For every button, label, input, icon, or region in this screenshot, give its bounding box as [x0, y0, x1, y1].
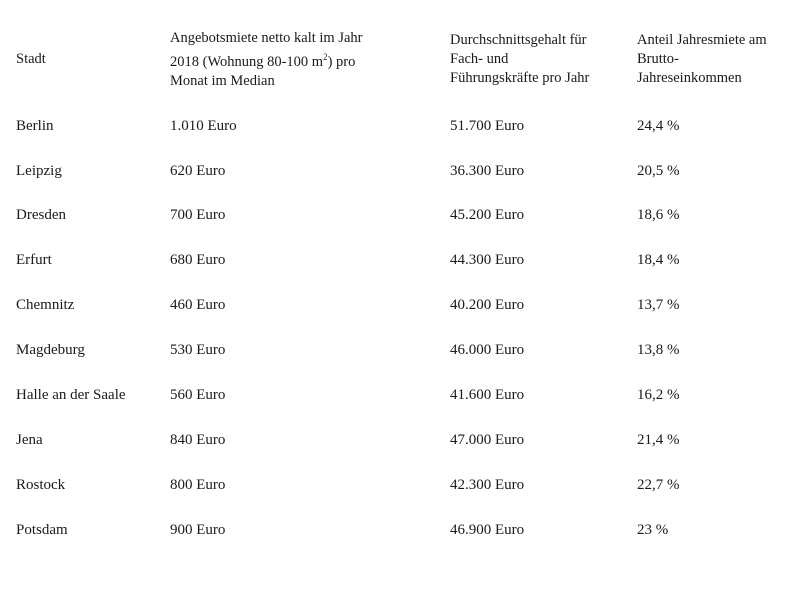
cell-rent: 700 Euro — [170, 207, 226, 223]
cell-rent: 530 Euro — [170, 342, 226, 358]
header-rent-line-2: 2018 (Wohnung 80-100 $m^2$) pro — [170, 52, 356, 70]
header-salary-line-1: Durchschnittsgehalt für — [450, 32, 587, 48]
header-salary-line-3: Führungskräfte pro Jahr — [450, 70, 590, 86]
cell-rent: 620 Euro — [170, 163, 226, 179]
cell-salary: 45.200 Euro — [450, 207, 525, 223]
cell-rent: 840 Euro — [170, 432, 226, 448]
cell-city: Magdeburg — [16, 342, 85, 358]
cell-city: Jena — [16, 432, 43, 448]
cell-share: 16,2 % — [637, 387, 680, 403]
header-salary-line-2: Fach- und — [450, 51, 509, 67]
cell-salary: 41.600 Euro — [450, 387, 525, 403]
cell-city: Chemnitz — [16, 297, 75, 313]
cell-share: 23 % — [637, 522, 669, 538]
cell-rent: 560 Euro — [170, 387, 226, 403]
header-rent-line-3: Monat im Median — [170, 73, 275, 89]
cell-share: 20,5 % — [637, 163, 680, 179]
cell-share: 13,8 % — [637, 342, 680, 358]
cell-city: Halle an der Saale — [16, 387, 126, 403]
cell-salary: 42.300 Euro — [450, 477, 525, 493]
cell-rent: 1.010 Euro — [170, 118, 237, 134]
cell-salary: 47.000 Euro — [450, 432, 525, 448]
cell-rent: 460 Euro — [170, 297, 226, 313]
cell-salary: 40.200 Euro — [450, 297, 525, 313]
header-share-line-1: Anteil Jahresmiete am — [637, 32, 767, 48]
cell-share: 22,7 % — [637, 477, 680, 493]
header-city: Stadt — [16, 51, 46, 67]
cell-city: Potsdam — [16, 522, 68, 538]
cell-salary: 44.300 Euro — [450, 252, 525, 268]
cell-rent: 900 Euro — [170, 522, 226, 538]
cell-city: Erfurt — [16, 252, 52, 268]
header-share-line-3: Jahreseinkommen — [637, 70, 742, 86]
cell-salary: 36.300 Euro — [450, 163, 525, 179]
cell-share: 13,7 % — [637, 297, 680, 313]
cell-share: 24,4 % — [637, 118, 680, 134]
cell-rent: 800 Euro — [170, 477, 226, 493]
cell-city: Dresden — [16, 207, 66, 223]
cell-city: Berlin — [16, 118, 54, 134]
cell-city: Leipzig — [16, 163, 62, 179]
cell-rent: 680 Euro — [170, 252, 226, 268]
cell-share: 18,4 % — [637, 252, 680, 268]
header-rent-line-1: Angebotsmiete netto kalt im Jahr — [170, 30, 363, 46]
cell-share: 21,4 % — [637, 432, 680, 448]
cell-share: 18,6 % — [637, 207, 680, 223]
cell-salary: 46.900 Euro — [450, 522, 525, 538]
cell-salary: 46.000 Euro — [450, 342, 525, 358]
cell-city: Rostock — [16, 477, 66, 493]
header-share-line-2: Brutto- — [637, 51, 679, 67]
cell-salary: 51.700 Euro — [450, 118, 525, 134]
